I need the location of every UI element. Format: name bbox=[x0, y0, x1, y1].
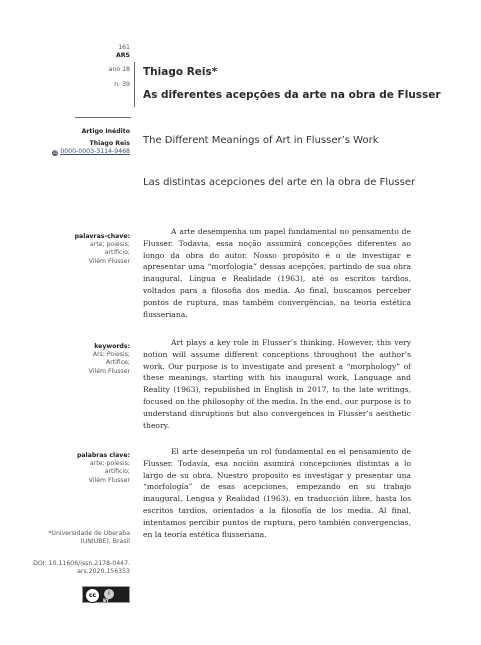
keyword-line: arte; poiesis; bbox=[89, 460, 130, 468]
keyword-line: Vilém Flusser bbox=[88, 367, 130, 375]
author-name: Thiago Reis* bbox=[143, 66, 218, 78]
doi[interactable]: DOI: 10.11606/issn.2178-0447. ars.2020.156353 bbox=[33, 560, 130, 576]
article-info bbox=[40, 128, 130, 157]
keyword-line: artificio; bbox=[104, 468, 130, 476]
abstract-es: El arte desempeña un rol fundamental en el pensamiento de Flusser. Todavía, esa noción asumirá concepciones distintas a lo largo de su obra. Nuestro proposito es investigar y presentar una “morfología” de esas acepciones, empezando en su trabajo inaugural, Lengua y Realidad (1963), en traducción libre, hasta los escritos tardíos, orientados a la filosofía de los media. Al final, intentamos percibir puntos de ruptura, pero también convergencias, en la teoría estética flusseriana. bbox=[143, 447, 411, 539]
header-divider bbox=[75, 117, 131, 118]
cc-by-license-icon[interactable] bbox=[82, 586, 130, 603]
abstract-pt: A arte desempenha um papel fundamental no pensamento de Flusser. Todavia, essa noção assumirá concepções diferentes ao longo da obra do autor. Nosso propósito é o de investigar e apresentar uma “morfologia” dessas acepções, partindo de sua obra inaugural, Língua e Realidade (1963), até os escritos tardios, voltados para a filosofia dos media. Ao final, buscamos perceber pontos de ruptura, mas também convergências, na teoria estética flusseriana. bbox=[143, 227, 411, 319]
person-icon: i bbox=[104, 589, 114, 599]
keyword-line: artifício; bbox=[104, 249, 130, 257]
article-title-pt: As diferentes acepções da arte na obra de Flusser bbox=[143, 89, 441, 101]
journal-year: ano 18 bbox=[108, 66, 130, 74]
keyword-line: Vilém Flusser bbox=[88, 257, 130, 265]
sidebar-author: Thiago Reis bbox=[89, 140, 130, 148]
abstract-en: Art plays a key role in Flusser’s thinking. However, this very notion will assume different conceptions throughout the author’s work. Our purpose is to investigate and present a “morphology” of these meanings, starting with his inaugural work, Language and Reality (1963), republished in English in 2017, to the late writings, focused on the philosophy of the media. In the end, our purpose is to understand disruptions but also convergences in Flusser’s aesthetic theory. bbox=[143, 338, 411, 430]
by-label: BY bbox=[103, 598, 109, 603]
keywords-es bbox=[40, 452, 130, 485]
keyword-line: Ars; Poiesis; bbox=[92, 351, 130, 359]
keywords-pt-label: palavras-chave: bbox=[74, 233, 130, 240]
page-number: 161 bbox=[118, 44, 130, 51]
orcid-link[interactable]: 0000-0003-3114-9468 bbox=[60, 148, 130, 156]
keyword-line: Artifice; bbox=[105, 359, 130, 367]
orcid-row[interactable] bbox=[40, 148, 130, 156]
orcid-icon: iD bbox=[53, 150, 58, 156]
affiliation: *Universidade de Uberaba (UNIUBE), Brasil bbox=[48, 530, 130, 546]
keywords-es-label: palabras clave: bbox=[76, 452, 130, 459]
section-label: Artigo Inédito bbox=[81, 128, 130, 135]
article-title-en: The Different Meanings of Art in Flusser’s Work bbox=[143, 135, 379, 146]
journal-name: ARS bbox=[115, 52, 130, 60]
cc-icon: cc bbox=[85, 588, 100, 603]
article-title-es: Las distintas acepciones del arte en la obra de Flusser bbox=[143, 177, 416, 188]
keyword-line: Vilém Flusser bbox=[88, 476, 130, 484]
keywords-pt bbox=[40, 233, 130, 266]
keyword-line: arte; poiesis; bbox=[89, 241, 130, 249]
journal-issue: n. 39 bbox=[114, 80, 130, 88]
keywords-en bbox=[40, 343, 130, 376]
title-divider bbox=[134, 62, 135, 107]
keywords-en-label: keywords: bbox=[94, 343, 130, 350]
